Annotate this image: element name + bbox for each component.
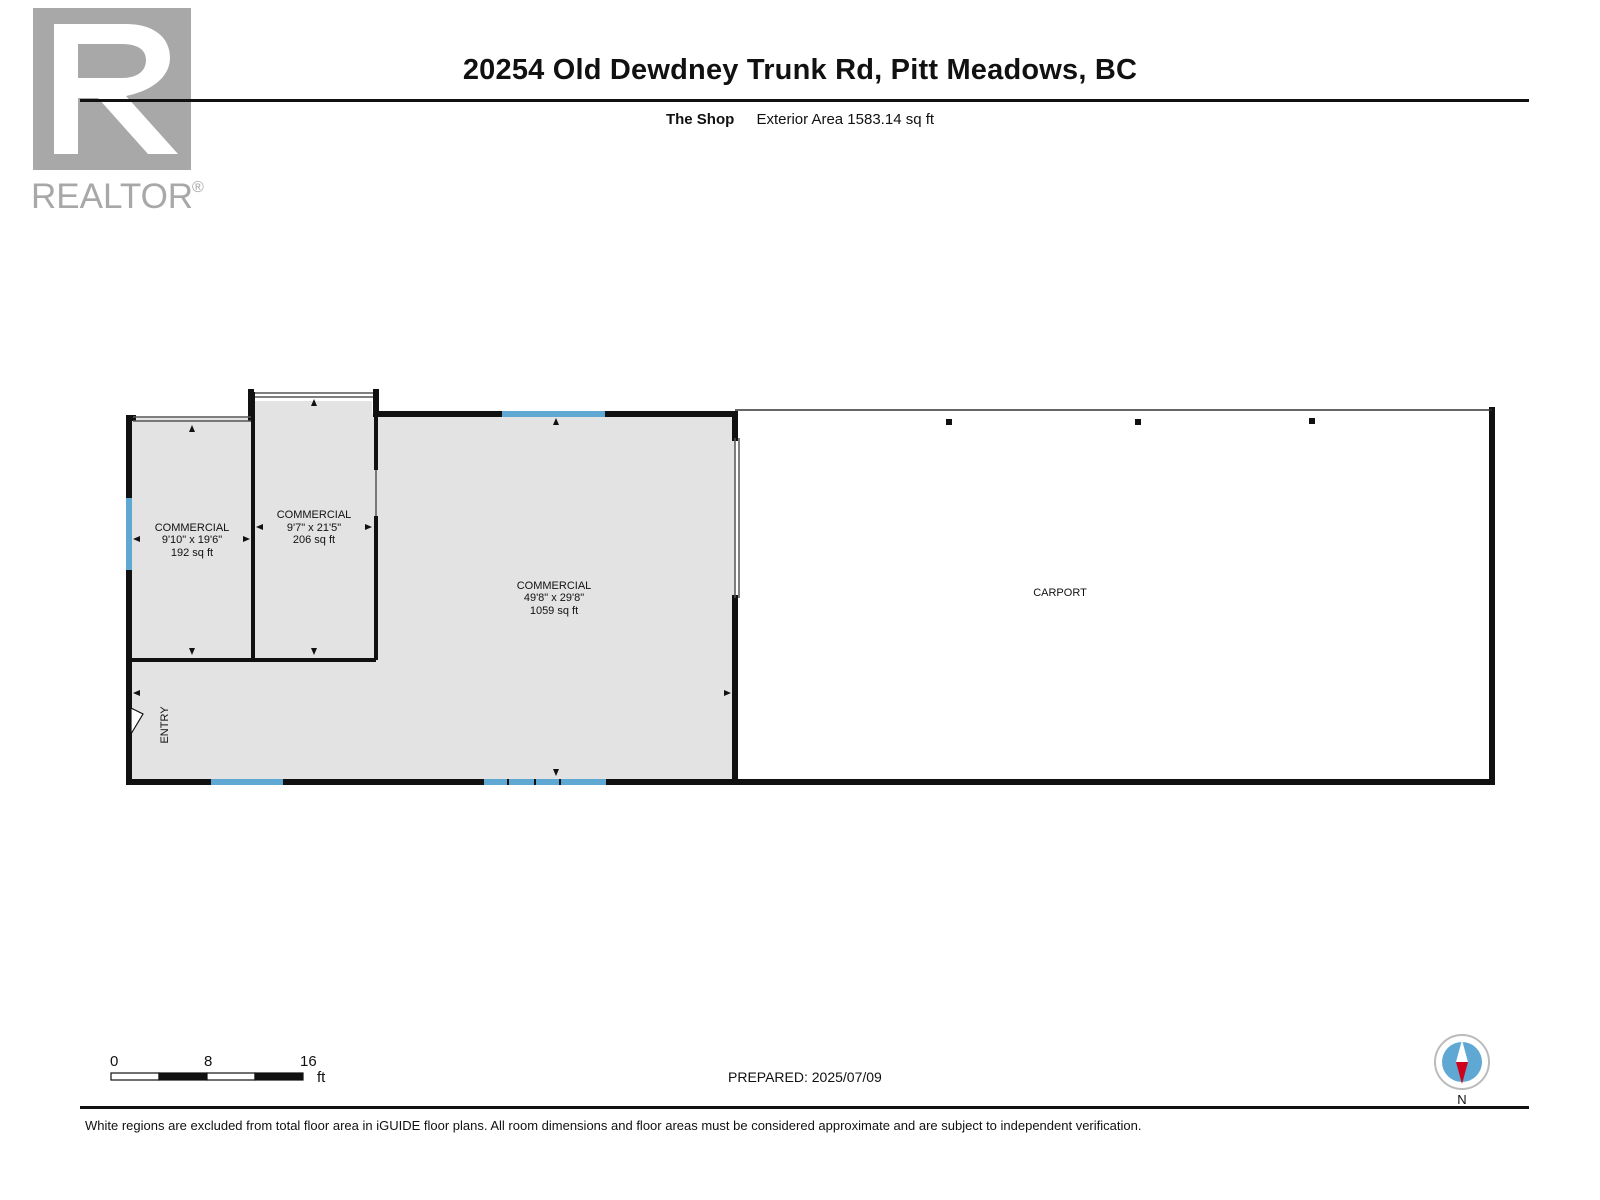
room-area: 192 sq ft (170, 547, 214, 559)
post (1309, 418, 1315, 424)
page-title: 20254 Old Dewdney Trunk Rd, Pitt Meadows, BC (462, 54, 1138, 86)
room-area: 1059 sq ft (529, 605, 579, 617)
scale-label-8: 8 (204, 1053, 213, 1070)
room-fill-office-2 (252, 401, 372, 641)
scale-bar (108, 1053, 338, 1093)
room-area: 206 sq ft (292, 534, 336, 546)
compass-icon (1430, 1034, 1494, 1106)
footer-divider (80, 1106, 1529, 1109)
scale-label-0: 0 (110, 1053, 119, 1070)
room-dimensions: 9'7" x 21'5" (286, 522, 342, 534)
room-name: COMMERCIAL (154, 522, 230, 534)
scale-label-16: 16 (300, 1053, 317, 1070)
section-name: The Shop (665, 111, 735, 128)
carport-posts (946, 418, 1315, 425)
scale-unit: ft (317, 1069, 326, 1086)
room-label-carport: CARPORT (1033, 587, 1087, 599)
post (1135, 419, 1141, 425)
room-dimensions: 9'10" x 19'6" (161, 534, 223, 546)
realtor-logo-text: REALTOR (31, 177, 194, 213)
entry-label: ENTRY (159, 706, 171, 744)
post (946, 419, 952, 425)
room-name: COMMERCIAL (276, 509, 352, 521)
room-name: COMMERCIAL (516, 580, 592, 592)
prepared-date: PREPARED: 2025/07/09 (728, 1069, 882, 1085)
room-fills (129, 401, 735, 781)
exterior-area: Exterior Area 1583.14 sq ft (756, 111, 935, 128)
room-dimensions: 49'8" x 29'8" (523, 592, 585, 604)
compass-north-label: N (1457, 1092, 1467, 1106)
disclaimer-text: White regions are excluded from total floor area in iGUIDE floor plans. All room dimensions and floor areas must be considered approximate and are subject to independent verification. (85, 1118, 1142, 1133)
registered-mark: ® (192, 179, 204, 196)
